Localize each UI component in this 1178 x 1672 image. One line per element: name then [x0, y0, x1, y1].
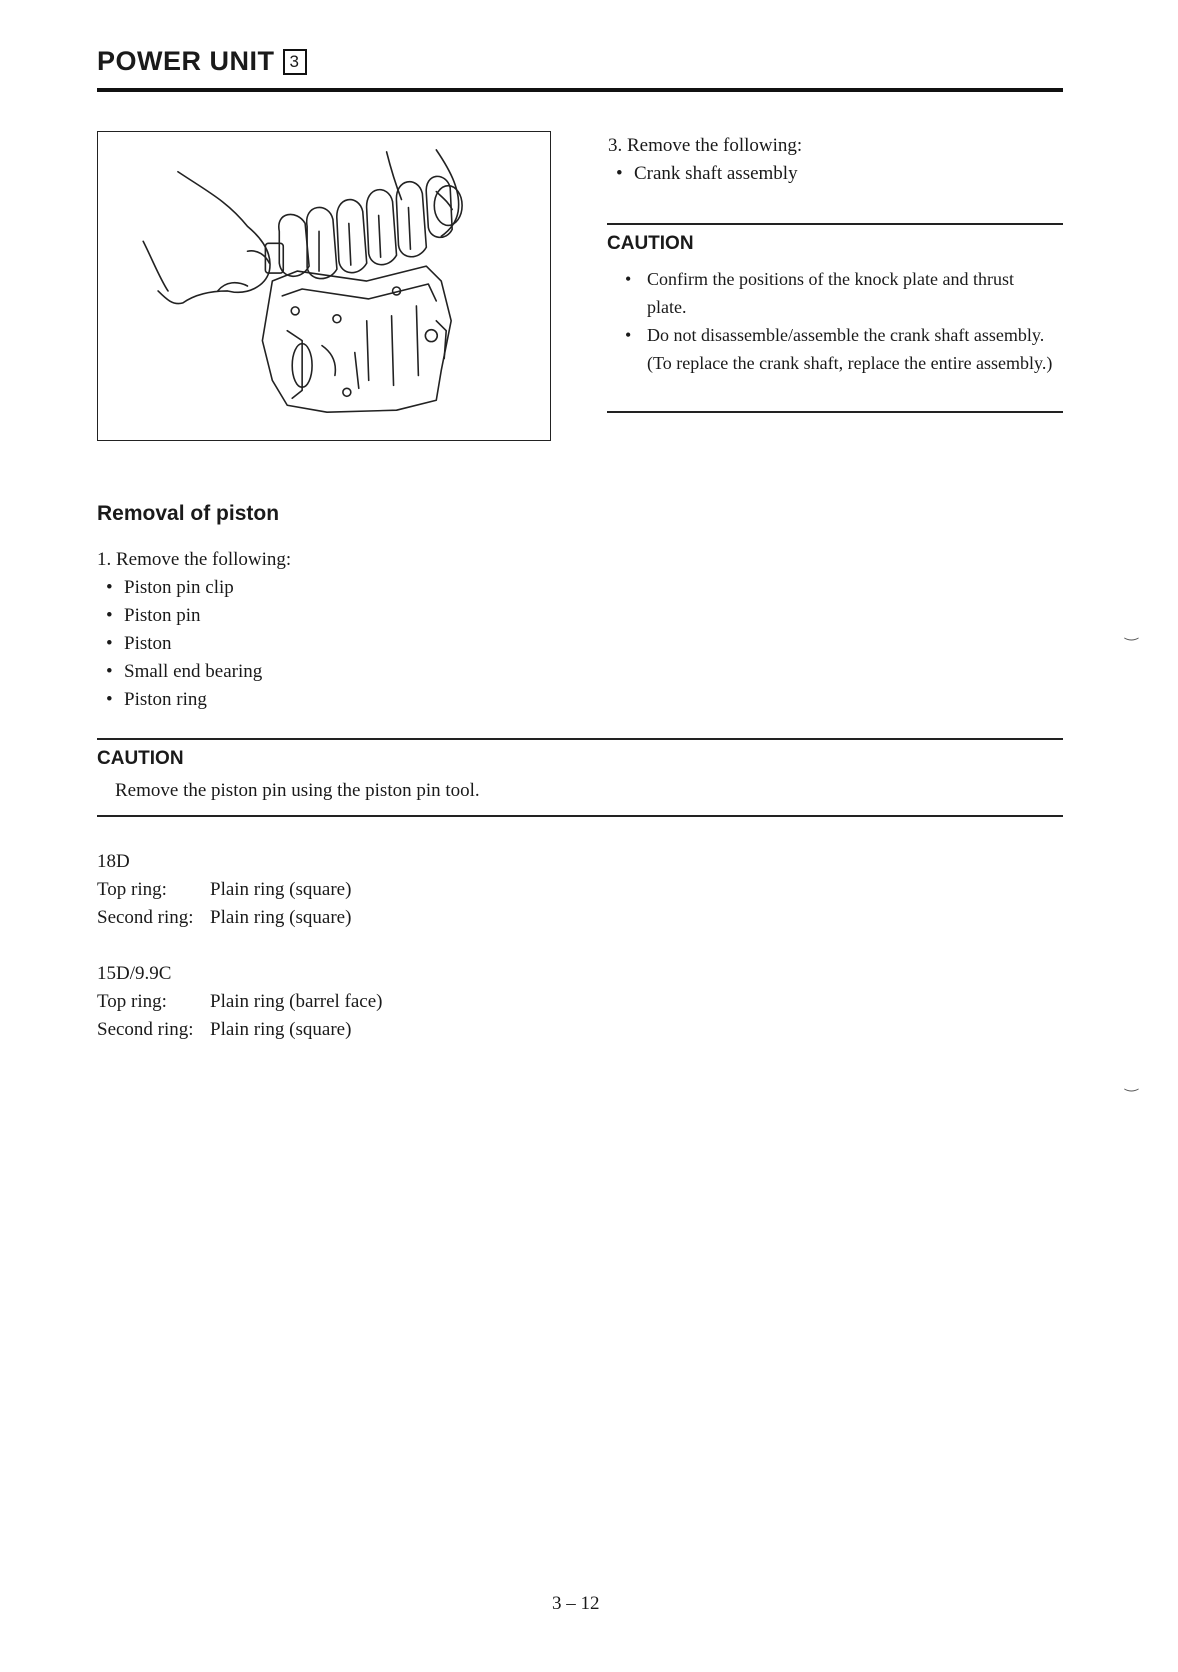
header-rule — [97, 88, 1063, 92]
spec-label: Top ring: — [97, 991, 167, 1012]
caution-heading: CAUTION — [97, 748, 184, 769]
list-item: • Piston pin — [104, 602, 262, 630]
step-3-instruction: 3. Remove the following: — [608, 135, 803, 156]
list-item: • Do not disassemble/assemble the crank shaft assembly. (To replace the crank shaft, replace the entire assembly.) — [623, 321, 1053, 377]
spec-label: Top ring: — [97, 879, 167, 900]
section-title: Removal of piston — [97, 502, 280, 525]
caution-heading: CAUTION — [607, 233, 694, 254]
list-item: • Piston — [104, 630, 262, 658]
spec-block-18d — [97, 848, 351, 932]
spec-label: Second ring: — [97, 907, 194, 928]
page-title-text: POWER UNIT — [97, 46, 275, 76]
spec-label: Second ring: — [97, 1019, 194, 1040]
page-number: 3 – 12 — [552, 1593, 600, 1614]
spec-model: 15D/9.9C — [97, 963, 172, 984]
chapter-number-badge: 3 — [283, 49, 307, 75]
spec-value: Plain ring (square) — [210, 1019, 352, 1040]
spec-value: Plain ring (square) — [210, 879, 352, 900]
edge-mark: ‿ — [1125, 1075, 1138, 1092]
list-item: • Crank shaft assembly — [614, 160, 798, 188]
list-item: • Piston ring — [104, 686, 262, 714]
edge-mark: ‿ — [1125, 624, 1138, 641]
spec-row — [97, 1016, 383, 1044]
list-item: • Small end bearing — [104, 658, 262, 686]
step-1-instruction: 1. Remove the following: — [97, 549, 292, 570]
caution-list — [623, 265, 1053, 377]
spec-row — [97, 904, 351, 932]
caution-bottom-rule — [607, 411, 1063, 413]
crankshaft-removal-illustration-icon — [98, 132, 550, 440]
list-item: • Piston pin clip — [104, 574, 262, 602]
page-title — [97, 46, 307, 77]
caution-bottom-rule — [97, 815, 1063, 817]
step-1-list — [104, 574, 262, 714]
spec-row — [97, 876, 351, 904]
spec-row — [97, 988, 383, 1016]
spec-model: 18D — [97, 851, 130, 872]
spec-value: Plain ring (barrel face) — [210, 991, 383, 1012]
spec-value: Plain ring (square) — [210, 907, 352, 928]
caution-top-rule — [607, 223, 1063, 225]
crankshaft-removal-figure — [97, 131, 551, 441]
step-3-list — [614, 160, 798, 188]
caution-text: Remove the piston pin using the piston pin tool. — [115, 780, 480, 801]
spec-block-15d-9-9c — [97, 960, 383, 1044]
list-item: • Confirm the positions of the knock plate and thrust plate. — [623, 265, 1053, 321]
caution-top-rule — [97, 738, 1063, 740]
